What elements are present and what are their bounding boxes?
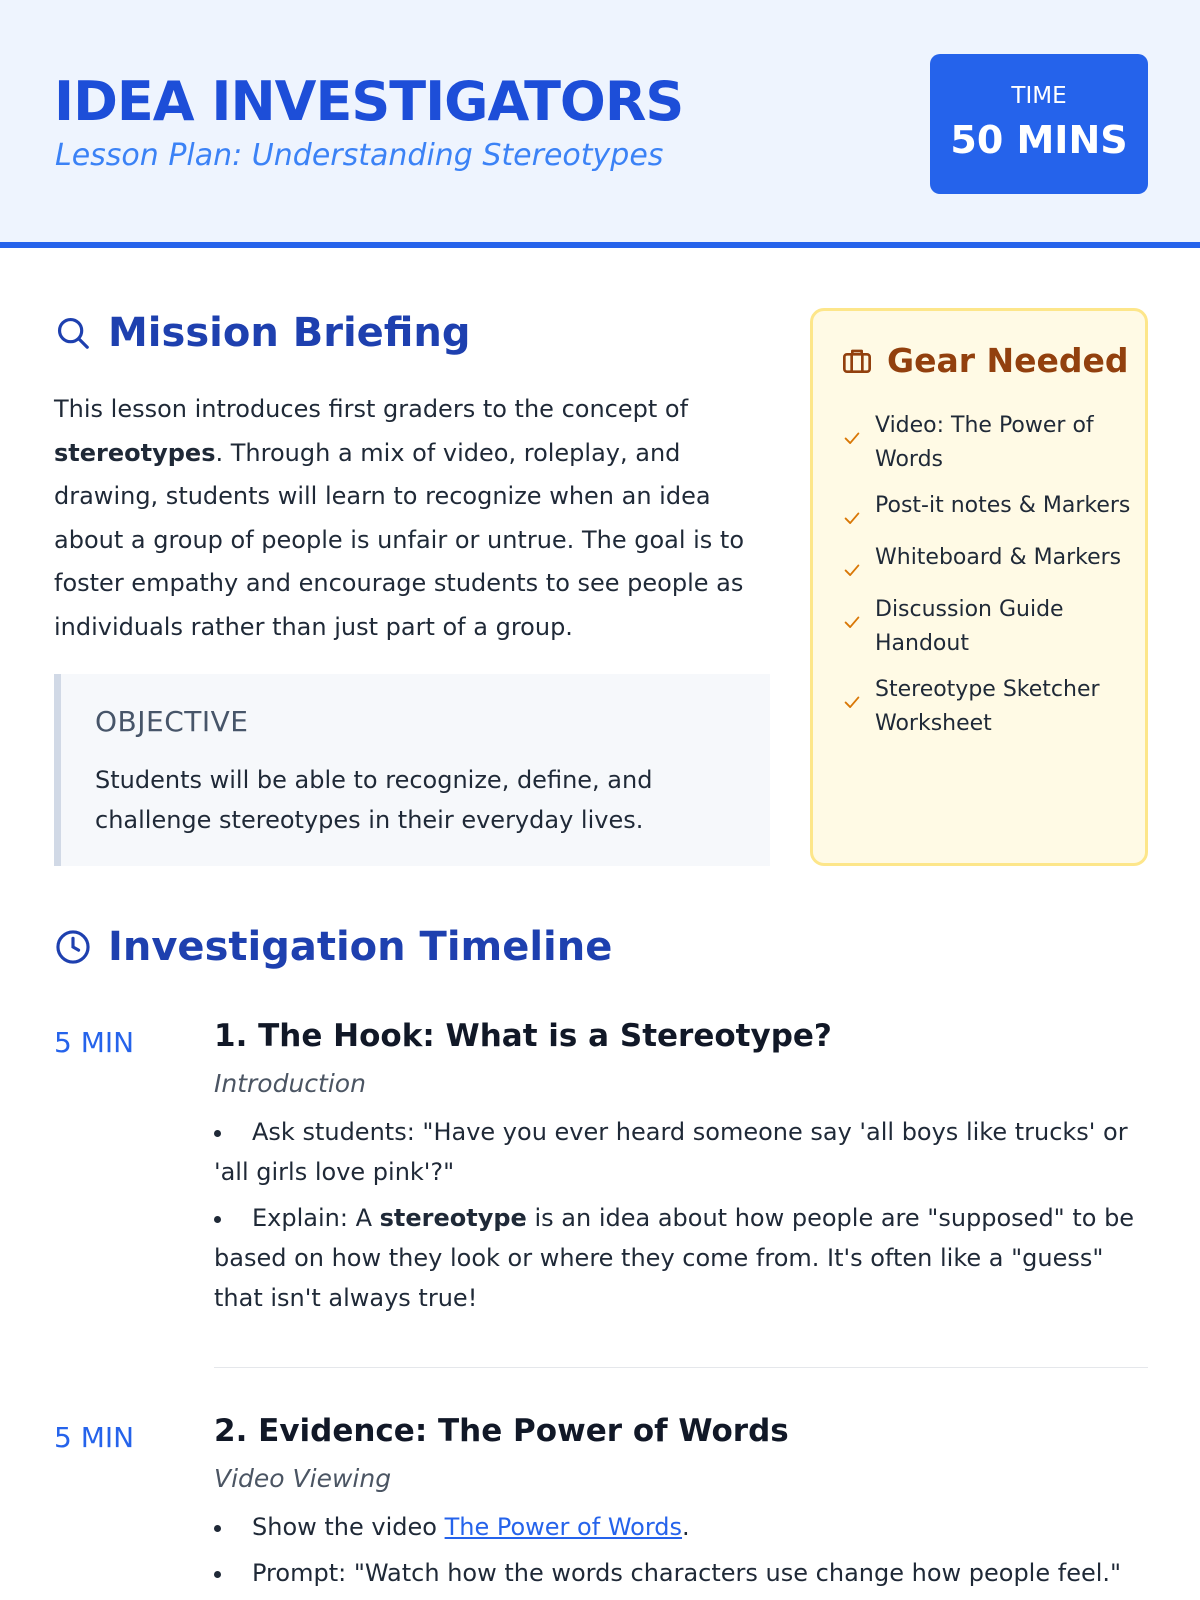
objective-label: OBJECTIVE [95, 705, 249, 738]
bullet-text-end: is an idea about how people are "supposed" to be based on how they look or where they come from. It's often like a "guess" that isn't always true! [214, 1204, 1135, 1312]
gear-item [841, 541, 1131, 581]
step-subtitle: Introduction [214, 1069, 366, 1098]
mission-briefing-title: Mission Briefing [108, 310, 471, 356]
timeline-step [214, 1411, 1150, 1599]
bullet-text-start: Explain: A [252, 1204, 380, 1232]
step-bullet [214, 1198, 1150, 1318]
step-bullet: Ask students: "Have you ever heard someone say 'all boys like trucks' or 'all girls love pink'?" [214, 1112, 1150, 1192]
gear-needed-title: Gear Needed [887, 341, 1129, 380]
step-divider [214, 1367, 1148, 1368]
briefing-paragraph [54, 388, 774, 649]
gear-needed-heading [841, 339, 1129, 383]
gear-item-label: Discussion Guide Handout [875, 597, 1064, 656]
step-duration: 5 MIN [54, 1421, 135, 1454]
timeline-step [214, 1016, 1150, 1324]
step-bullet-list [214, 1112, 1150, 1318]
step-bullet-list [214, 1507, 1150, 1593]
time-badge [930, 54, 1148, 194]
lesson-header [0, 0, 1200, 248]
timeline-title: Investigation Timeline [108, 924, 613, 970]
step-duration: 5 MIN [54, 1026, 135, 1059]
bullet-text-start: Show the video [252, 1513, 445, 1541]
search-icon [54, 314, 92, 352]
gear-item-label: Whiteboard & Markers [875, 545, 1122, 570]
check-icon [841, 559, 863, 581]
step-title: 2. Evidence: The Power of Words [214, 1413, 789, 1449]
gear-item-label: Stereotype Sketcher Worksheet [875, 677, 1100, 736]
step-title: 1. The Hook: What is a Stereotype? [214, 1018, 832, 1054]
bullet-text-end: . [682, 1513, 690, 1541]
clock-icon [54, 928, 92, 966]
briefing-keyword: stereotypes [54, 438, 216, 467]
objective-box [54, 674, 770, 866]
mission-briefing-heading [54, 308, 471, 358]
check-icon [841, 691, 863, 713]
step-subtitle: Video Viewing [214, 1464, 392, 1493]
gear-item-label: Post-it notes & Markers [875, 493, 1131, 518]
briefing-text-start: This lesson introduces first graders to the concept of [54, 395, 689, 423]
step-bullet [214, 1507, 1150, 1547]
briefing-text-end: . Through a mix of video, roleplay, and drawing, students will learn to recognize when an idea about a group of people is unfair or untrue. The goal is to foster empathy and encourage students to see people as individuals rather than just part of a group. [54, 438, 745, 641]
gear-needed-card [810, 308, 1148, 866]
bullet-keyword: stereotype [379, 1204, 527, 1232]
timeline-heading [54, 922, 612, 972]
gear-item-label: Video: The Power of Words [875, 413, 1094, 472]
gear-item [841, 489, 1131, 529]
check-icon [841, 427, 863, 449]
briefcase-icon [841, 345, 873, 377]
gear-list [841, 409, 1131, 753]
time-value: 50 MINS [950, 118, 1128, 162]
step-bullet: Prompt: "Watch how the words characters use change how people feel." [214, 1553, 1150, 1593]
objective-text: Students will be able to recognize, define, and challenge stereotypes in their everyday lives. [95, 766, 653, 834]
video-link[interactable]: The Power of Words [444, 1513, 683, 1541]
page-subtitle: Lesson Plan: Understanding Stereotypes [55, 138, 664, 173]
gear-item [841, 409, 1131, 477]
gear-item [841, 673, 1131, 741]
page-title: IDEA INVESTIGATORS [54, 70, 684, 133]
time-label: TIME [1011, 83, 1067, 109]
check-icon [841, 611, 863, 633]
gear-item [841, 593, 1131, 661]
check-icon [841, 507, 863, 529]
